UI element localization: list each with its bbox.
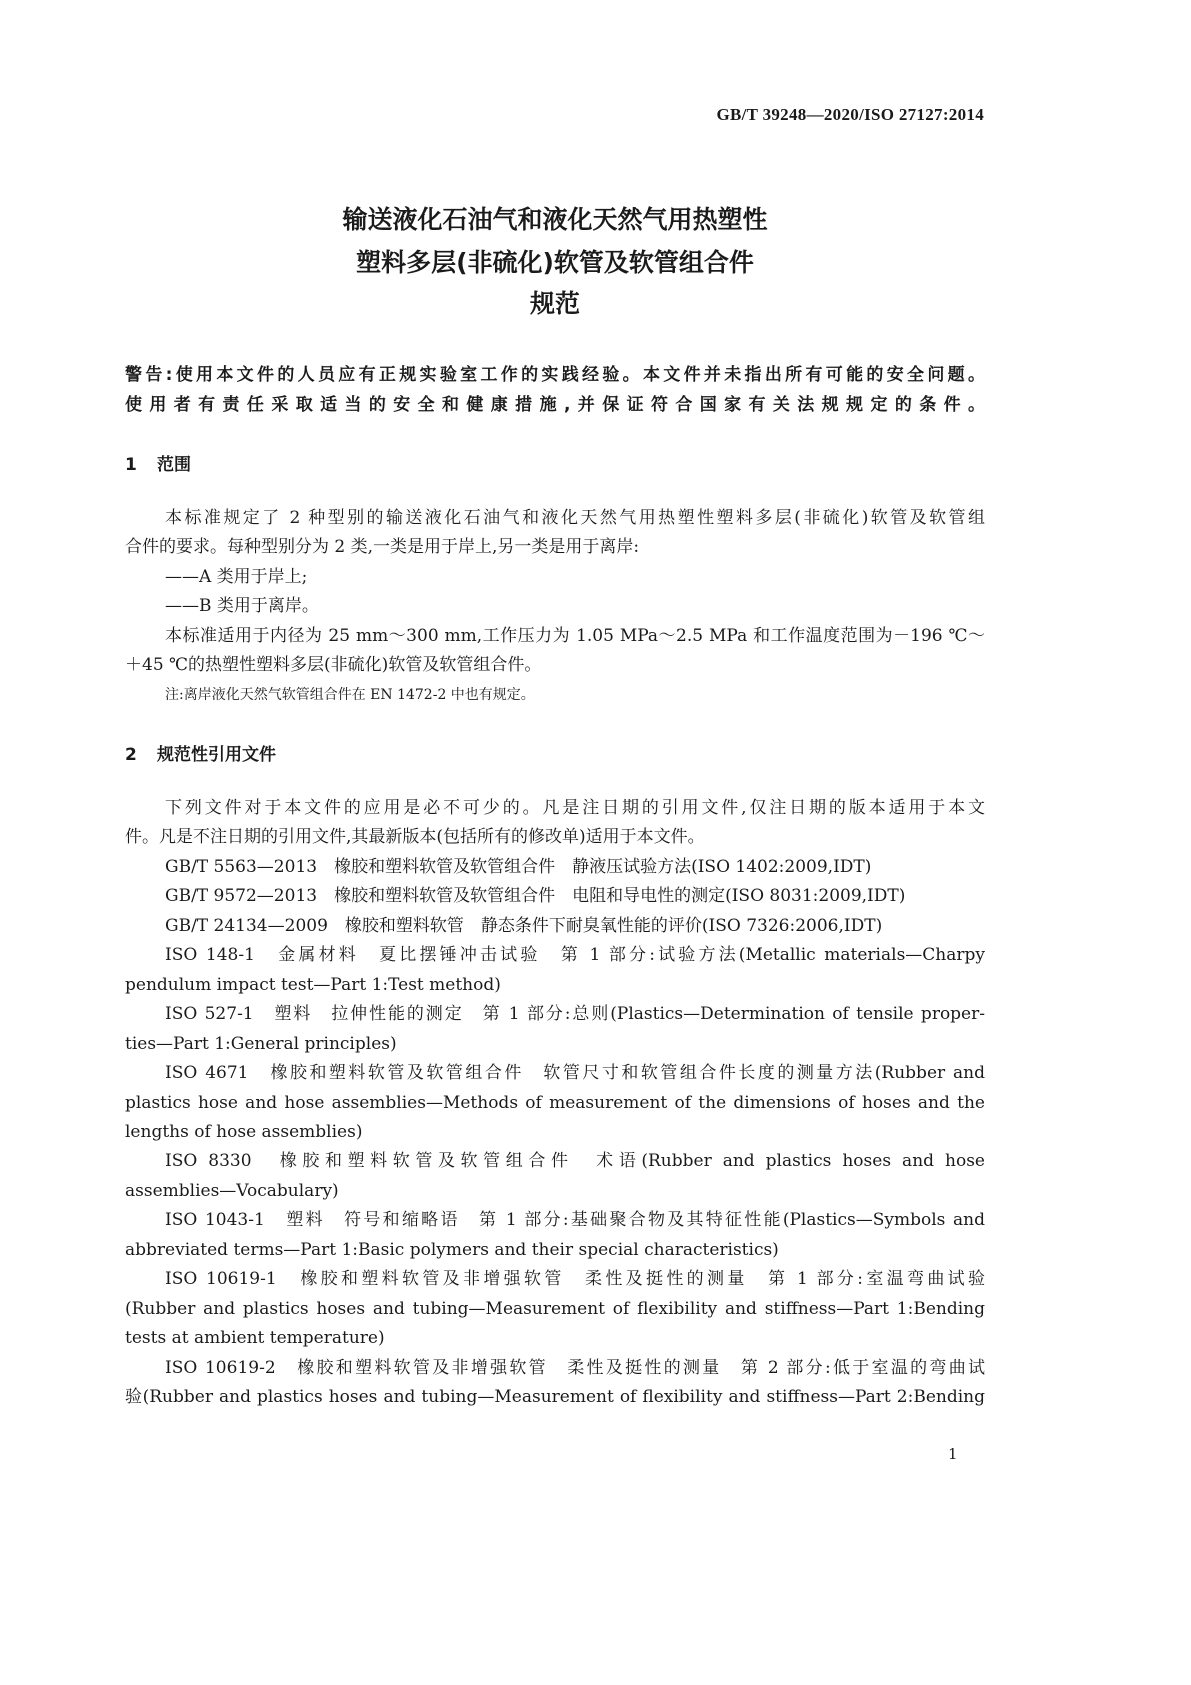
paragraph-line: assemblies—Vocabulary) (125, 1180, 339, 1201)
section-number: 1 (125, 455, 137, 475)
paragraph-line: 本标准规定了 2 种型别的输送液化石油气和液化天然气用热塑性塑料多层(非硫化)软管及软管组 (165, 508, 985, 528)
paragraph-line: 本标准适用于内径为 25 mm～300 mm,工作压力为 1.05 MPa～2.5 MPa 和工作温度范围为－196 ℃～ (165, 625, 985, 646)
paragraph-line: ISO 8330 橡胶和塑料软管及软管组合件 术语(Rubber and plastics hoses and hose (165, 1151, 985, 1172)
paragraph-line: pendulum impact test—Part 1:Test method) (125, 974, 501, 995)
paragraph-line: GB/T 9572—2013 橡胶和塑料软管及软管组合件 电阻和导电性的测定(ISO 8031:2009,IDT) (165, 886, 906, 907)
paragraph-line: ISO 4671 橡胶和塑料软管及软管组合件 软管尺寸和软管组合件长度的测量方法(Rubber and (165, 1063, 985, 1084)
section-title: 范围 (157, 455, 191, 475)
document-title-line-1: 输送液化石油气和液化天然气用热塑性 (342, 205, 768, 234)
paragraph-line: lengths of hose assemblies) (125, 1121, 363, 1142)
paragraph-line: 验(Rubber and plastics hoses and tubing—Measurement of flexibility and stiffness—Part 2:Bending (125, 1387, 985, 1407)
section-heading-scope (125, 450, 191, 475)
paragraph-line: abbreviated terms—Part 1:Basic polymers and their special characteristics) (125, 1239, 779, 1260)
paragraph-line: plastics hose and hose assemblies—Methods of measurement of the dimensions of hoses and the (125, 1092, 985, 1113)
paragraph-line: 件。凡是不注日期的引用文件,其最新版本(包括所有的修改单)适用于本文件。 (125, 827, 705, 848)
paragraph-line: ties—Part 1:General principles) (125, 1033, 397, 1054)
warning-line-2: 使用者有责任采取适当的安全和健康措施,并保证符合国家有关法规规定的条件。 (125, 395, 985, 415)
section-number: 2 (125, 745, 137, 765)
document-title-line-2: 塑料多层(非硫化)软管及软管组合件 (356, 248, 754, 277)
standard-code-header: GB/T 39248—2020/ISO 27127:2014 (716, 105, 984, 124)
section-heading-normative-references (125, 740, 276, 765)
paragraph-line: ——A 类用于岸上; (165, 566, 308, 587)
paragraph-line: ISO 1043-1 塑料 符号和缩略语 第 1 部分:基础聚合物及其特征性能(Plastics—Symbols and (165, 1210, 985, 1231)
paragraph-line: ——B 类用于离岸。 (165, 596, 319, 617)
paragraph-line: ISO 527-1 塑料 拉伸性能的测定 第 1 部分:总则(Plastics—Determination of tensile proper- (165, 1004, 985, 1025)
paragraph-line: tests at ambient temperature) (125, 1328, 385, 1349)
document-title-line-3: 规范 (529, 289, 580, 318)
warning-line-1: 警告:使用本文件的人员应有正规实验室工作的实践经验。本文件并未指出所有可能的安全问题。 (125, 365, 985, 385)
paragraph-line: ISO 148-1 金属材料 夏比摆锤冲击试验 第 1 部分:试验方法(Metallic materials—Charpy (165, 945, 985, 966)
paragraph-line: 下列文件对于本文件的应用是必不可少的。凡是注日期的引用文件,仅注日期的版本适用于本文 (165, 798, 985, 818)
section-title: 规范性引用文件 (157, 745, 276, 765)
paragraph-line: (Rubber and plastics hoses and tubing—Measurement of flexibility and stiffness—Part 1:Bending (125, 1298, 985, 1319)
paragraph-line: GB/T 24134—2009 橡胶和塑料软管 静态条件下耐臭氧性能的评价(ISO 7326:2006,IDT) (165, 915, 883, 936)
note-line: 注:离岸液化天然气软管组合件在 EN 1472-2 中也有规定。 (165, 686, 535, 703)
paragraph-line: ＋45 ℃的热塑性塑料多层(非硫化)软管及软管组合件。 (125, 655, 542, 676)
paragraph-line: GB/T 5563—2013 橡胶和塑料软管及软管组合件 静液压试验方法(ISO 1402:2009,IDT) (165, 856, 872, 877)
paragraph-line: 合件的要求。每种型别分为 2 类,一类是用于岸上,另一类是用于离岸: (125, 537, 640, 558)
paragraph-line: ISO 10619-1 橡胶和塑料软管及非增强软管 柔性及挺性的测量 第 1 部分:室温弯曲试验 (165, 1269, 985, 1290)
paragraph-line: ISO 10619-2 橡胶和塑料软管及非增强软管 柔性及挺性的测量 第 2 部分:低于室温的弯曲试 (165, 1357, 985, 1378)
page-number: 1 (948, 1445, 958, 1463)
